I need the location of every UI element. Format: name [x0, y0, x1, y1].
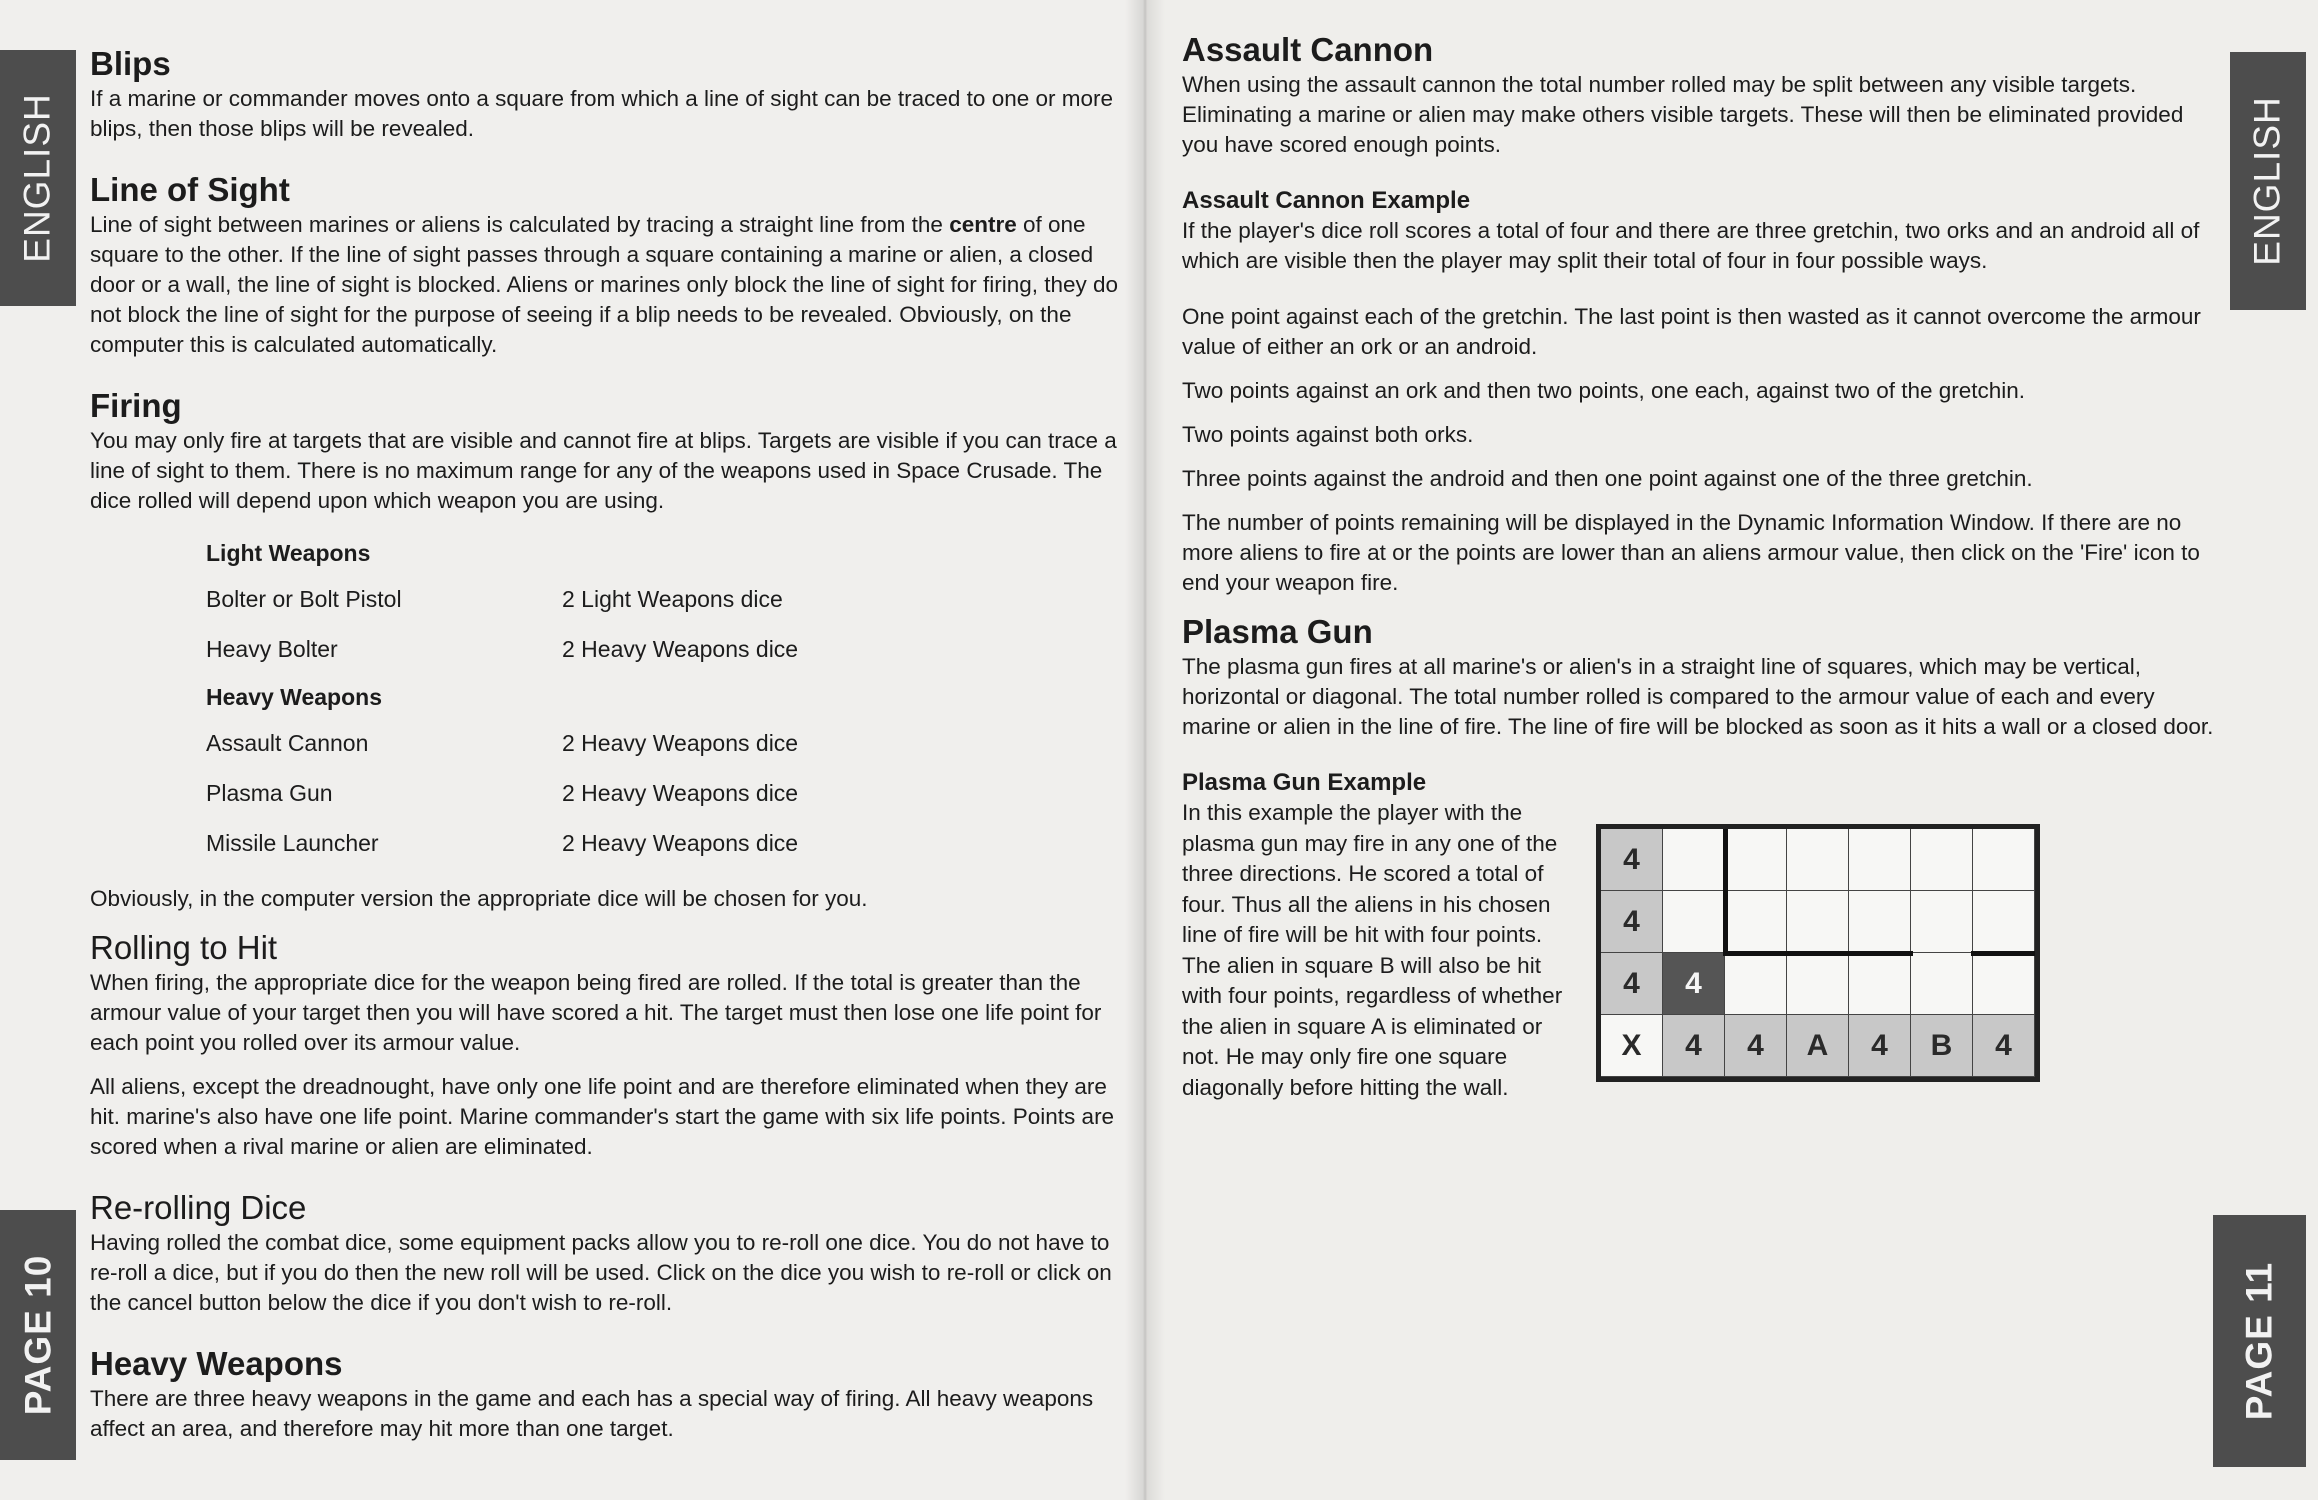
heavy-weapons-heading-section: Heavy Weapons — [90, 1345, 343, 1382]
plasma-example-body: In this example the player with the plasma gun may fire in any one of the three directions. He scored a total of four. Thus all the aliens in his chosen line of fire will be hit with four points. The alien in square B will also be hit with four points, regardless of whether the alien in square A is eliminated or not. He may only fire one square diagonally before hitting the wall. — [1182, 800, 1563, 1100]
plasma-example-grid — [1596, 824, 2040, 1082]
grid-wall — [1723, 951, 1913, 956]
line-of-sight-body: Line of sight between marines or aliens is calculated by tracing a straight line from the centre of one square to the other. If the line of sight passes through a square containing a marine or alien, a closed door or a wall, the line of sight is blocked. Aliens or marines only block the line of sight for firing, they do not block the line of sight for the purpose of seeing if a blip needs to be revealed. Obviously, on the computer this is calculated automatically. — [90, 212, 1119, 357]
page-number-label: PAGE 11 — [2238, 1261, 2280, 1421]
grid-cell: 4 — [1849, 1015, 1911, 1077]
grid-cell: A — [1787, 1015, 1849, 1077]
weapon-dice: 2 Heavy Weapons dice — [562, 729, 799, 756]
rolling-to-hit-body-1: When firing, the appropriate dice for the weapon being fired are rolled. If the total is greater than the armour value of your target then you will have scored a hit. The target must then lose one life point for each point you rolled over its armour value. — [90, 970, 1102, 1055]
assault-cannon-body: When using the assault cannon the total number rolled may be split between any visible targets. Eliminating a marine or alien may make others visible targets. These will then be eliminated provided you have scored enough points. — [1182, 72, 2184, 157]
grid-cell — [1663, 891, 1725, 953]
plasma-example — [1182, 768, 2217, 1103]
grid-cell — [1973, 891, 2035, 953]
dice-note: Obviously, in the computer version the appropriate dice will be chosen for you. — [90, 886, 868, 911]
grid-cell — [1725, 953, 1787, 1015]
left-page — [0, 0, 1145, 1500]
assault-example-body: If the player's dice roll scores a total of four and there are three gretchin, two orks and an android all of which are visible then the player may split their total of four in four possible ways. — [1182, 218, 2200, 273]
book-gutter — [1125, 0, 1165, 1500]
weapon-dice: 2 Heavy Weapons dice — [562, 779, 799, 806]
blips-heading: Blips — [90, 45, 171, 82]
grid-cell — [1725, 891, 1787, 953]
assault-option: Three points against the android and then one point against one of the three gretchin. — [1182, 466, 2033, 491]
weapon-row — [206, 768, 1120, 818]
grid-cell: 4 — [1663, 1015, 1725, 1077]
firing-heading: Firing — [90, 387, 182, 424]
grid-cell — [1787, 891, 1849, 953]
line-of-sight-heading: Line of Sight — [90, 171, 290, 208]
grid-cell — [1849, 953, 1911, 1015]
weapon-name: Missile Launcher — [206, 829, 379, 856]
grid-cell: 4 — [1601, 891, 1663, 953]
grid-cell — [1663, 829, 1725, 891]
language-tab-label: ENGLISH — [17, 93, 58, 263]
rerolling-body: Having rolled the combat dice, some equipment packs allow you to re-roll one dice. You do not have to re-roll a dice, but if you do then the new roll will be used. Click on the dice you wish to re-roll or click on the cancel button below the dice if you don't wish to re-roll. — [90, 1230, 1112, 1315]
grid-cell — [1911, 891, 1973, 953]
weapon-name: Assault Cannon — [206, 729, 369, 756]
weapon-name: Heavy Bolter — [206, 635, 338, 662]
assault-option: Two points against both orks. — [1182, 422, 1474, 447]
language-tab — [0, 50, 76, 306]
page-number-label: PAGE 10 — [17, 1254, 59, 1416]
grid-cell: 4 — [1725, 1015, 1787, 1077]
grid-wall — [1723, 829, 1728, 955]
language-tab-label: ENGLISH — [2247, 96, 2288, 266]
left-column — [90, 44, 1120, 1444]
weapon-row — [206, 574, 1120, 624]
grid-cell — [1911, 953, 1973, 1015]
grid-cell: 4 — [1601, 829, 1663, 891]
grid-cell — [1973, 829, 2035, 891]
grid-cell — [1911, 829, 1973, 891]
language-tab — [2230, 52, 2306, 310]
light-weapons-heading: Light Weapons — [206, 540, 371, 566]
weapon-name: Bolter or Bolt Pistol — [206, 585, 402, 612]
grid-cell: 4 — [1973, 1015, 2035, 1077]
grid-cell: X — [1601, 1015, 1663, 1077]
weapon-row — [206, 718, 1120, 768]
page-number-tab — [0, 1210, 76, 1460]
grid-wall — [1971, 951, 2035, 956]
weapon-row — [206, 818, 1120, 868]
grid-cell — [1973, 953, 2035, 1015]
grid-cell — [1787, 829, 1849, 891]
rolling-to-hit-body-2: All aliens, except the dreadnought, have only one life point and are therefore eliminated when they are hit. marine's also have one life point. Marine commander's start the game with six life points. Points are scored when a rival marine or alien are eliminated. — [90, 1074, 1115, 1159]
assault-example-heading: Assault Cannon Example — [1182, 187, 1471, 214]
plasma-example-heading: Plasma Gun Example — [1182, 769, 1427, 796]
assault-option: One point against each of the gretchin. The last point is then wasted as it cannot overcome the armour value of either an ork or an android. — [1182, 304, 2201, 359]
grid-cell — [1787, 953, 1849, 1015]
right-column — [1182, 30, 2217, 1103]
weapon-row — [206, 624, 1120, 674]
blips-body: If a marine or commander moves onto a square from which a line of sight can be traced to one or more blips, then those blips will be revealed. — [90, 86, 1114, 141]
points-remaining-note: The number of points remaining will be displayed in the Dynamic Information Window. If there are no more aliens to fire at or the points are lower than an aliens armour value, then click on the 'Fire' icon to end your weapon fire. — [1182, 510, 2200, 595]
weapon-dice: 2 Light Weapons dice — [562, 585, 783, 612]
grid-cell: 4 — [1663, 953, 1725, 1015]
weapon-dice: 2 Heavy Weapons dice — [562, 829, 799, 856]
grid-cell: B — [1911, 1015, 1973, 1077]
rerolling-heading: Re-rolling Dice — [90, 1189, 307, 1226]
grid-cell — [1725, 829, 1787, 891]
plasma-gun-heading: Plasma Gun — [1182, 613, 1373, 650]
plasma-gun-body: The plasma gun fires at all marine's or alien's in a straight line of squares, which may be vertical, horizontal or diagonal. The total number rolled is compared to the armour value of each and every marine or alien in the line of fire. The line of fire will be blocked as soon as it hits a wall or a closed door. — [1182, 654, 2214, 739]
assault-cannon-heading: Assault Cannon — [1182, 31, 1434, 68]
grid-cell — [1849, 829, 1911, 891]
weapon-name: Plasma Gun — [206, 779, 333, 806]
heavy-weapons-body: There are three heavy weapons in the game and each has a special way of firing. All heavy weapons affect an area, and therefore may hit more than one target. — [90, 1386, 1094, 1441]
heavy-weapons-heading: Heavy Weapons — [206, 684, 382, 710]
page-number-tab — [2213, 1215, 2306, 1467]
rolling-to-hit-heading: Rolling to Hit — [90, 929, 278, 966]
grid-cell: 4 — [1601, 953, 1663, 1015]
firing-body: You may only fire at targets that are visible and cannot fire at blips. Targets are visible if you can trace a line of sight to them. There is no maximum range for any of the weapons used in Space Crusade. The dice rolled will depend upon which weapon you are using. — [90, 428, 1117, 513]
weapon-dice: 2 Heavy Weapons dice — [562, 635, 799, 662]
weapons-table — [206, 538, 1120, 868]
assault-option: Two points against an ork and then two points, one each, against two of the gretchin. — [1182, 378, 2026, 403]
grid-cell — [1849, 891, 1911, 953]
